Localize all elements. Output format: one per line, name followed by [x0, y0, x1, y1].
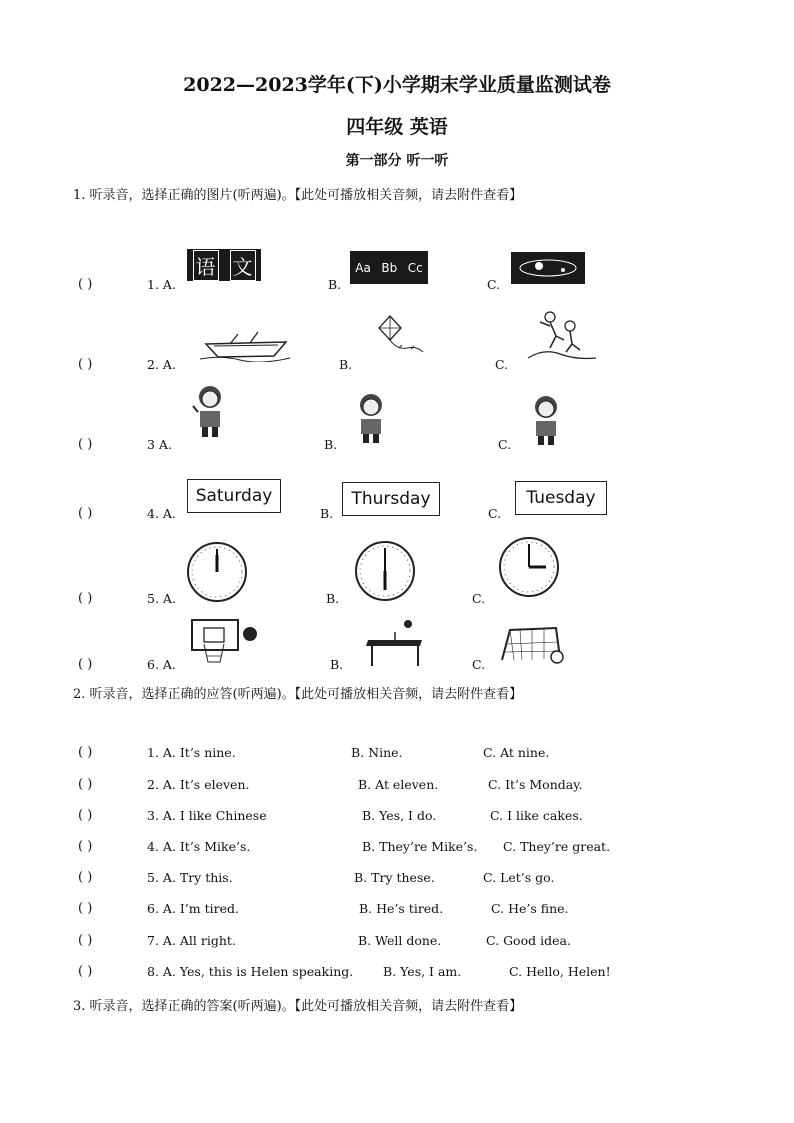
- option-b: B. Yes, I do.: [362, 808, 437, 823]
- thursday-word-card: Thursday: [342, 482, 440, 516]
- answer-paren: ( ): [78, 745, 93, 760]
- option-label: 4. A.: [147, 506, 176, 521]
- option-b: B. He’s tired.: [359, 901, 444, 916]
- option-b: B. They’re Mike’s.: [362, 839, 478, 854]
- saturday-word-card: Saturday: [187, 479, 281, 513]
- boat-icon: [200, 322, 292, 362]
- option-a: 8. A. Yes, this is Helen speaking.: [147, 964, 354, 979]
- option-c: C. Good idea.: [486, 933, 571, 948]
- ping-pong-icon: [362, 618, 428, 668]
- option-c: C. Let’s go.: [483, 870, 555, 885]
- exam-subtitle: 四年级 英语: [346, 116, 448, 138]
- section2-instruction: 2. 听录音，选择正确的应答(听两遍)。【此处可播放相关音频，请去附件查看】: [73, 687, 523, 702]
- tuesday-word-card: Tuesday: [515, 481, 607, 515]
- option-label: C.: [498, 437, 512, 452]
- option-label: 3 A.: [147, 437, 172, 452]
- boy-tired-icon: [352, 392, 390, 444]
- option-b: B. Try these.: [354, 870, 435, 885]
- answer-paren: ( ): [78, 437, 93, 452]
- option-a: 7. A. All right.: [147, 933, 236, 948]
- option-label: B.: [328, 277, 342, 292]
- option-a: 3. A. I like Chinese: [147, 808, 267, 823]
- answer-paren: ( ): [78, 870, 93, 885]
- answer-paren: ( ): [78, 657, 93, 672]
- exam-title: 2022—2023学年(下)小学期末学业质量监测试卷: [183, 74, 611, 96]
- option-b: B. At eleven.: [358, 777, 439, 792]
- answer-paren: ( ): [78, 901, 93, 916]
- option-c: C. At nine.: [483, 745, 550, 760]
- option-c: C. They’re great.: [503, 839, 611, 854]
- answer-paren: ( ): [78, 357, 93, 372]
- option-c: C. It’s Monday.: [488, 777, 583, 792]
- answer-paren: ( ): [78, 839, 93, 854]
- char: 语: [193, 250, 219, 281]
- option-label: B.: [320, 506, 334, 521]
- clock-12-icon: [186, 541, 248, 603]
- option-label: C.: [472, 657, 486, 672]
- clock-6-icon: [354, 540, 416, 602]
- answer-paren: ( ): [78, 277, 93, 292]
- option-a: 6. A. I’m tired.: [147, 901, 239, 916]
- option-label: B.: [324, 437, 338, 452]
- letters: Bb: [381, 260, 398, 275]
- option-label: C.: [472, 591, 486, 606]
- option-c: C. He’s fine.: [491, 901, 569, 916]
- answer-paren: ( ): [78, 591, 93, 606]
- option-a: 4. A. It’s Mike’s.: [147, 839, 251, 854]
- option-b: B. Well done.: [358, 933, 442, 948]
- option-label: B.: [326, 591, 340, 606]
- option-a: 2. A. It’s eleven.: [147, 777, 250, 792]
- english-letters-picture: [350, 251, 428, 284]
- option-label: B.: [339, 357, 353, 372]
- option-label: 2. A.: [147, 357, 176, 372]
- section1-instruction: 1. 听录音，选择正确的图片(听两遍)。【此处可播放相关音频，请去附件查看】: [73, 188, 523, 203]
- boy-sick-icon: [190, 384, 230, 438]
- option-label: 5. A.: [147, 591, 176, 606]
- option-c: C. Hello, Helen!: [509, 964, 611, 979]
- option-label: C.: [495, 357, 509, 372]
- option-a: 1. A. It’s nine.: [147, 745, 236, 760]
- option-b: B. Yes, I am.: [383, 964, 462, 979]
- climbing-icon: [524, 308, 598, 364]
- part-heading: 第一部分 听一听: [345, 153, 449, 169]
- chinese-subject-picture: [187, 249, 261, 281]
- option-label: C.: [488, 506, 502, 521]
- kite-icon: [375, 314, 427, 358]
- clock-3-icon: [498, 536, 560, 598]
- basketball-icon: [190, 618, 260, 668]
- answer-paren: ( ): [78, 808, 93, 823]
- boy-sad-icon: [527, 394, 565, 446]
- option-b: B. Nine.: [351, 745, 403, 760]
- option-label: 1. A.: [147, 277, 176, 292]
- option-label: C.: [487, 277, 501, 292]
- letters: Cc: [407, 260, 423, 275]
- answer-paren: ( ): [78, 964, 93, 979]
- answer-paren: ( ): [78, 506, 93, 521]
- section3-instruction: 3. 听录音，选择正确的答案(听两遍)。【此处可播放相关音频，请去附件查看】: [73, 999, 523, 1014]
- letters: Aa: [355, 260, 371, 275]
- answer-paren: ( ): [78, 777, 93, 792]
- option-label: 6. A.: [147, 657, 176, 672]
- option-a: 5. A. Try this.: [147, 870, 233, 885]
- char: 文: [230, 250, 256, 281]
- science-space-icon: [511, 252, 585, 284]
- option-c: C. I like cakes.: [490, 808, 583, 823]
- soccer-goal-icon: [498, 624, 568, 666]
- answer-paren: ( ): [78, 933, 93, 948]
- option-label: B.: [330, 657, 344, 672]
